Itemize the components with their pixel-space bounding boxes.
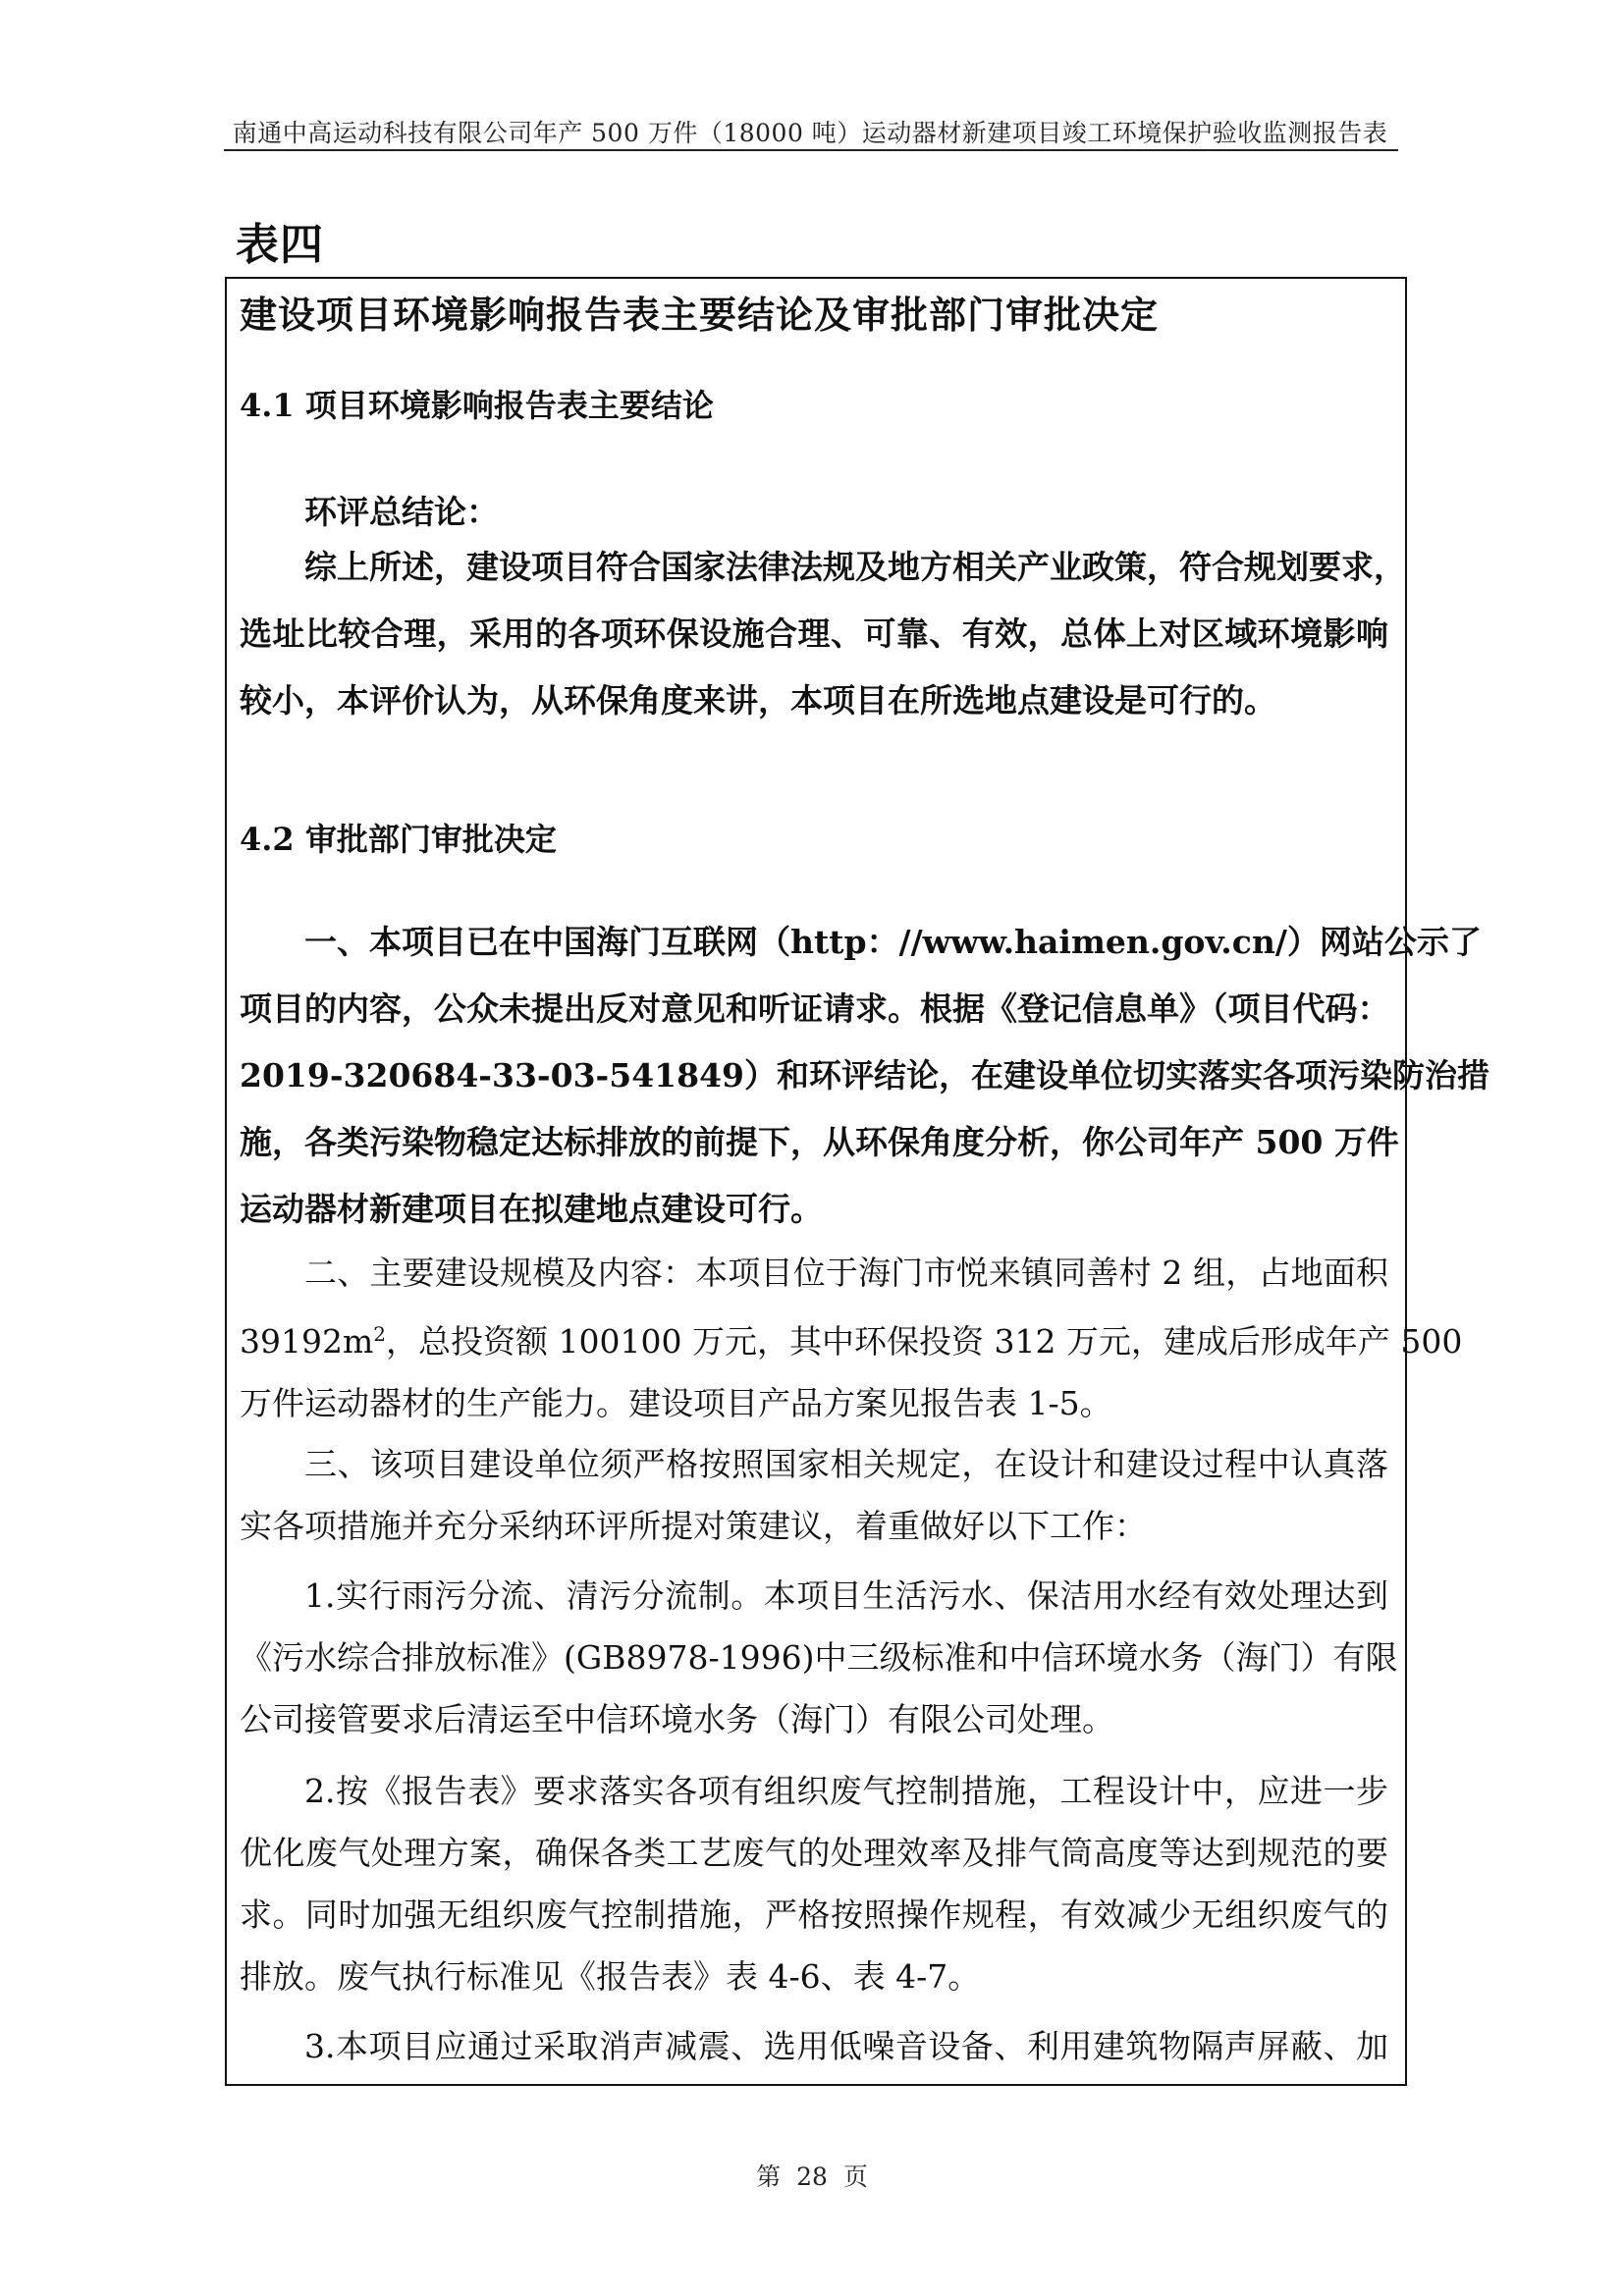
conclusion-label-text: 环评总结论： xyxy=(304,493,499,531)
item3-line: 三、该项目建设单位须严格按照国家相关规定，在设计和建设过程中认真落 xyxy=(304,1445,1388,1483)
conclusion-line: 选址比较合理，采用的各项环保设施合理、可靠、有效，总体上对区域环境影响 xyxy=(240,614,1388,653)
point2-line: 排放。废气执行标准见《报告表》表 4-6、表 4-7。 xyxy=(240,1957,981,1996)
item1-line: 运动器材新建项目在拟建地点建设可行。 xyxy=(240,1190,823,1228)
requirement-3 xyxy=(240,2015,1388,2077)
conclusion-paragraph xyxy=(240,534,1406,734)
point1-line: 公司接管要求后清运至中信环境水务（海门）有限公司处理。 xyxy=(240,1700,1114,1738)
point3-line: 3.本项目应通过采取消声减震、选用低噪音设备、利用建筑物隔声屏蔽、加 xyxy=(304,2027,1388,2065)
area-unit-superscript: 2 xyxy=(373,1322,387,1346)
document-header: 南通中高运动科技有限公司年产 500 万件（18000 吨）运动器材新建项目竣工环境保护验收监测报告表 xyxy=(232,119,1388,147)
approval-item-3 xyxy=(240,1433,1388,1557)
item2-line-rest: ，总投资额 100100 万元，其中环保投资 312 万元，建成后形成年产 500 xyxy=(386,1322,1463,1361)
point2-line: 2.按《报告表》要求落实各项有组织废气控制措施，工程设计中，应进一步 xyxy=(304,1772,1388,1810)
page-number: 28 xyxy=(796,2163,828,2191)
item1-line: 施，各类污染物稳定达标排放的前提下，从环保角度分析，你公司年产 500 万件 xyxy=(240,1123,1399,1161)
item2-line: 万件运动器材的生产能力。建设项目产品方案见报告表 1-5。 xyxy=(240,1384,1112,1422)
item3-line: 实各项措施并充分采纳环评所提对策建议，着重做好以下工作： xyxy=(240,1507,1147,1545)
conclusion-line: 较小，本评价认为，从环保角度来讲，本项目在所选地点建设是可行的。 xyxy=(240,681,1276,720)
section-label: 表四 xyxy=(236,220,324,270)
page-suffix: 页 xyxy=(842,2163,868,2191)
requirement-1 xyxy=(240,1565,1398,1750)
area-value: 39192m xyxy=(240,1322,374,1361)
item1-line: 项目的内容，公众未提出反对意见和听证请求。根据《登记信息单》（项目代码： xyxy=(240,989,1390,1028)
point1-line: 1.实行雨污分流、清污分流制。本项目生活污水、保洁用水经有效处理达到 xyxy=(304,1576,1388,1615)
item2-line xyxy=(240,1304,1463,1372)
item1-line: 一、本项目已在中国海门互联网（http：//www.haimen.gov.cn/）网站公示了 xyxy=(304,923,1482,961)
approval-item-1 xyxy=(240,909,1490,1243)
page-prefix: 第 xyxy=(756,2163,782,2191)
point2-line: 求。同时加强无组织废气控制措施，严格按照操作规程，有效减少无组织废气的 xyxy=(240,1896,1388,1934)
item2-line: 二、主要建设规模及内容：本项目位于海门市悦来镇同善村 2 组，占地面积 xyxy=(304,1254,1388,1292)
requirement-2 xyxy=(240,1760,1388,2007)
frame-title: 建设项目环境影响报告表主要结论及审批部门审批决定 xyxy=(240,293,1160,337)
header-rule xyxy=(224,149,1398,151)
page-footer xyxy=(0,2158,1624,2193)
item1-line: 2019-320684-33-03-541849）和环评结论，在建设单位切实落实各项污染防治措 xyxy=(240,1056,1490,1095)
conclusion-line: 综上所述，建设项目符合国家法律法规及地方相关产业政策，符合规划要求， xyxy=(304,548,1406,586)
point1-line: 《污水综合排放标准》(GB8978-1996)中三级标准和中信环境水务（海门）有限 xyxy=(240,1638,1398,1677)
point2-line: 优化废气处理方案，确保各类工艺废气的处理效率及排气筒高度等达到规范的要 xyxy=(240,1834,1388,1872)
heading-4-1: 4.1 项目环境影响报告表主要结论 xyxy=(240,387,714,424)
heading-4-2: 4.2 审批部门审批决定 xyxy=(240,821,557,858)
approval-item-2 xyxy=(240,1242,1463,1434)
